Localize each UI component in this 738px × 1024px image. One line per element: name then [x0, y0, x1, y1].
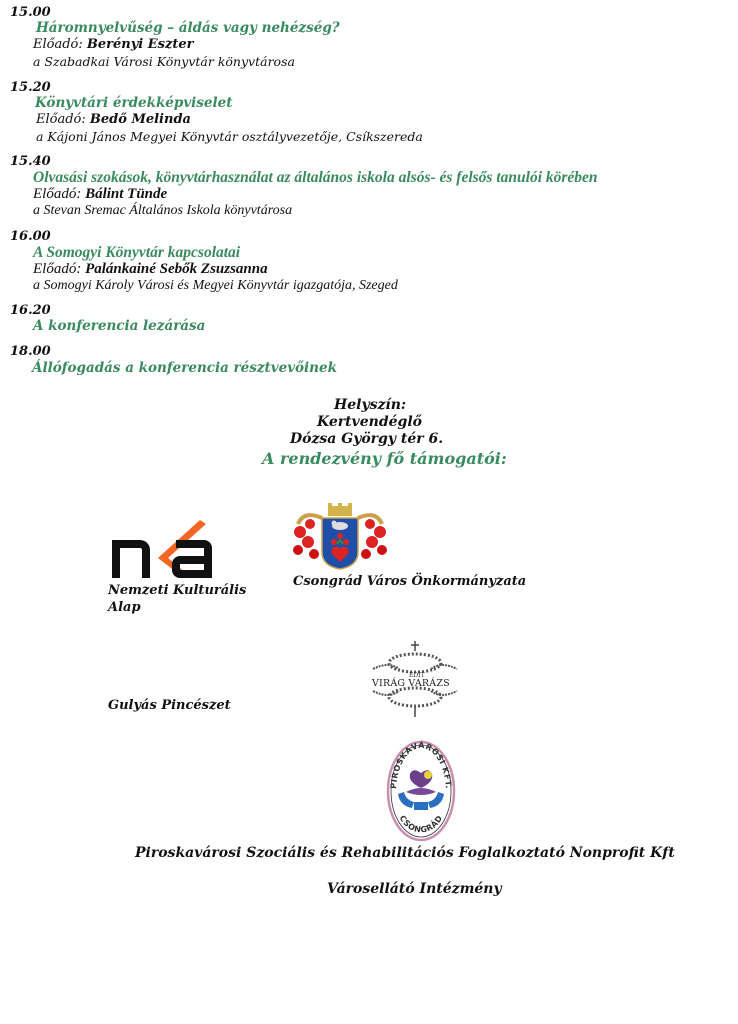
speaker-label: Előadó: [36, 112, 86, 127]
gulyas-name: Gulyás Pincészet [108, 698, 231, 713]
program-speaker [33, 37, 194, 52]
program-time: 15.20 [10, 80, 51, 95]
program-speaker [33, 261, 268, 278]
program-affiliation: a Szabadkai Városi Könyvtár könyvtárosa [33, 54, 295, 69]
program-title: A konferencia lezárása [33, 318, 206, 334]
speaker-label: Előadó: [33, 186, 82, 202]
nka-name-line2: Alap [108, 600, 141, 615]
piroskavarosi-logo [386, 740, 456, 842]
nka-name-line1: Nemzeti Kulturális [108, 583, 247, 598]
nka-logo [110, 518, 214, 580]
virag-varazs-logo [369, 641, 461, 717]
program-title: Háromnyelvűség – áldás vagy nehézség? [36, 20, 340, 36]
program-time: 15.00 [10, 5, 51, 20]
program-title: A Somogyi Könyvtár kapcsolatai [33, 244, 241, 261]
piroskavarosi-logo-top: PIROSKAVÁROSI KFT. [389, 740, 453, 790]
speaker-label: Előadó: [33, 37, 83, 52]
coat-of-arms-icon [292, 502, 388, 570]
venue-name: Kertvendéglő [317, 414, 422, 430]
program-affiliation: a Kájoni János Megyei Könyvtár osztályvezetője, Csíkszereda [36, 129, 423, 144]
program-time: 15.40 [10, 154, 51, 169]
speaker-name: Berényi Eszter [86, 37, 194, 52]
program-speaker [33, 186, 167, 203]
program-time: 16.20 [10, 303, 51, 318]
csongrad-name: Csongrád Város Önkormányzata [293, 574, 527, 589]
piroskavarosi-logo-icon [386, 740, 456, 842]
sponsors-heading: A rendezvény fő támogatói: [262, 449, 507, 468]
speaker-name: Bedő Melinda [89, 112, 191, 127]
venue-label: Helyszín: [334, 397, 407, 413]
speaker-label: Előadó: [33, 261, 82, 277]
virag-logo-small: EDIT [409, 672, 425, 679]
speaker-name: Bálint Tünde [85, 186, 168, 202]
program-time: 18.00 [10, 344, 51, 359]
varosellato-name: Városellátó Intézmény [327, 881, 502, 897]
speaker-name: Palánkainé Sebők Zsuzsanna [85, 261, 268, 277]
program-affiliation: a Stevan Sremac Általános Iskola könyvtárosa [33, 203, 293, 218]
piroskavarosi-logo-bottom: CSONGRÁD [397, 813, 445, 835]
nka-logo-icon [110, 518, 214, 580]
piroskavarosi-name: Piroskavárosi Szociális és Rehabilitációs Foglalkoztató Nonprofit Kft [135, 845, 675, 861]
venue-address: Dózsa György tér 6. [290, 431, 444, 447]
program-affiliation: a Somogyi Károly Városi és Megyei Könyvtár igazgatója, Szeged [33, 278, 398, 293]
program-time: 16.00 [10, 229, 51, 244]
program-speaker [36, 112, 191, 127]
program-title: Könyvtári érdekképviselet [35, 95, 233, 111]
virag-logo-main: VIRÁG VARÁZS [372, 678, 450, 689]
csongrad-coat-of-arms [292, 502, 388, 570]
program-title: Olvasási szokások, könyvtárhasználat az általános iskola alsós- és felsős tanulói körében [33, 169, 598, 186]
program-title: Állófogadás a konferencia résztvevőinek [32, 360, 337, 376]
